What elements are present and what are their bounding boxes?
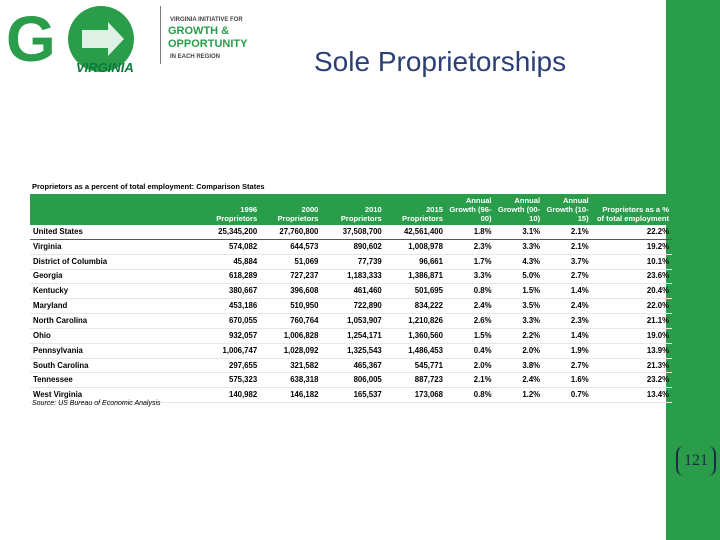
- cell-growth-10-15: 2.7%: [543, 358, 592, 373]
- cell-pct-employment: 22.2%: [592, 225, 672, 239]
- table-header-row: [30, 194, 672, 225]
- cell-2000: 321,582: [260, 358, 321, 373]
- cell-2015: 96,661: [385, 254, 446, 269]
- cell-2010: 806,005: [321, 373, 384, 388]
- table-row: [30, 269, 672, 284]
- logo-tagline-growth: GROWTH &: [168, 25, 230, 37]
- header-cell-1996: 1996 Proprietors: [195, 194, 260, 225]
- cell-growth-10-15: 2.1%: [543, 225, 592, 239]
- cell-name: Pennsylvania: [30, 343, 195, 358]
- proprietors-table: [30, 194, 672, 403]
- cell-2000: 146,182: [260, 388, 321, 403]
- cell-name: Georgia: [30, 269, 195, 284]
- table-row: [30, 373, 672, 388]
- cell-1996: 297,655: [195, 358, 260, 373]
- cell-name: North Carolina: [30, 314, 195, 329]
- cell-growth-10-15: 0.7%: [543, 388, 592, 403]
- cell-2000: 644,573: [260, 239, 321, 254]
- header-cell-name: [30, 194, 195, 225]
- header-cell-pct-employment: Proprietors as a % of total employment: [592, 194, 672, 225]
- cell-growth-10-15: 2.4%: [543, 299, 592, 314]
- cell-2000: 510,950: [260, 299, 321, 314]
- cell-growth-96-00: 1.7%: [446, 254, 495, 269]
- cell-name: Kentucky: [30, 284, 195, 299]
- cell-growth-96-00: 2.6%: [446, 314, 495, 329]
- cell-growth-96-00: 0.8%: [446, 388, 495, 403]
- cell-name: South Carolina: [30, 358, 195, 373]
- cell-pct-employment: 20.4%: [592, 284, 672, 299]
- cell-2010: 890,602: [321, 239, 384, 254]
- table-source-note: Source: US Bureau of Economic Analysis: [32, 400, 161, 407]
- header-cell-growth-10-15: Annual Growth (10-15): [543, 194, 592, 225]
- table-row: [30, 225, 672, 239]
- cell-pct-employment: 13.9%: [592, 343, 672, 358]
- header-cell-2000: 2000 Proprietors: [260, 194, 321, 225]
- cell-growth-00-10: 2.0%: [495, 343, 544, 358]
- cell-2015: 1,386,871: [385, 269, 446, 284]
- cell-growth-10-15: 2.1%: [543, 239, 592, 254]
- cell-growth-96-00: 3.3%: [446, 269, 495, 284]
- cell-2015: 834,222: [385, 299, 446, 314]
- cell-2010: 1,183,333: [321, 269, 384, 284]
- header-cell-growth-00-10: Annual Growth (00-10): [495, 194, 544, 225]
- go-virginia-logo: [0, 0, 300, 90]
- cell-pct-employment: 19.2%: [592, 239, 672, 254]
- cell-2000: 51,069: [260, 254, 321, 269]
- cell-name: United States: [30, 225, 195, 239]
- cell-name: West Virginia: [30, 388, 195, 403]
- cell-1996: 618,289: [195, 269, 260, 284]
- cell-growth-96-00: 0.4%: [446, 343, 495, 358]
- cell-2010: 37,508,700: [321, 225, 384, 239]
- cell-growth-00-10: 1.5%: [495, 284, 544, 299]
- cell-name: Maryland: [30, 299, 195, 314]
- cell-growth-00-10: 2.4%: [495, 373, 544, 388]
- cell-pct-employment: 23.2%: [592, 373, 672, 388]
- page-number: 121: [676, 446, 716, 476]
- logo-tagline-opportunity: OPPORTUNITY: [168, 38, 248, 50]
- cell-growth-10-15: 2.3%: [543, 314, 592, 329]
- cell-growth-00-10: 3.1%: [495, 225, 544, 239]
- cell-growth-00-10: 4.3%: [495, 254, 544, 269]
- cell-2000: 638,318: [260, 373, 321, 388]
- cell-growth-96-00: 2.1%: [446, 373, 495, 388]
- table-row: [30, 314, 672, 329]
- cell-2015: 1,486,453: [385, 343, 446, 358]
- cell-growth-10-15: 2.7%: [543, 269, 592, 284]
- cell-growth-00-10: 2.2%: [495, 328, 544, 343]
- proprietors-table-image: [30, 182, 672, 412]
- cell-growth-10-15: 1.4%: [543, 328, 592, 343]
- table-row: [30, 328, 672, 343]
- cell-2015: 887,723: [385, 373, 446, 388]
- header-cell-2010: 2010 Proprietors: [321, 194, 384, 225]
- cell-growth-96-00: 1.5%: [446, 328, 495, 343]
- cell-growth-10-15: 3.7%: [543, 254, 592, 269]
- cell-growth-10-15: 1.9%: [543, 343, 592, 358]
- cell-growth-00-10: 5.0%: [495, 269, 544, 284]
- cell-growth-00-10: 3.8%: [495, 358, 544, 373]
- cell-2010: 465,367: [321, 358, 384, 373]
- cell-name: Virginia: [30, 239, 195, 254]
- cell-pct-employment: 21.3%: [592, 358, 672, 373]
- cell-1996: 670,055: [195, 314, 260, 329]
- table-row: [30, 358, 672, 373]
- table-row: [30, 343, 672, 358]
- cell-2010: 1,254,171: [321, 328, 384, 343]
- cell-1996: 1,006,747: [195, 343, 260, 358]
- cell-growth-96-00: 2.3%: [446, 239, 495, 254]
- table-caption: Proprietors as a percent of total employment: Comparison States: [32, 182, 265, 191]
- cell-1996: 575,323: [195, 373, 260, 388]
- cell-name: Tennessee: [30, 373, 195, 388]
- cell-growth-96-00: 2.4%: [446, 299, 495, 314]
- cell-growth-96-00: 1.8%: [446, 225, 495, 239]
- cell-1996: 574,082: [195, 239, 260, 254]
- cell-1996: 932,057: [195, 328, 260, 343]
- header-cell-2015: 2015 Proprietors: [385, 194, 446, 225]
- cell-2015: 173,068: [385, 388, 446, 403]
- table-row: [30, 239, 672, 254]
- logo-tagline-region: IN EACH REGION: [170, 54, 221, 60]
- cell-pct-employment: 13.4%: [592, 388, 672, 403]
- cell-name: District of Columbia: [30, 254, 195, 269]
- cell-growth-00-10: 1.2%: [495, 388, 544, 403]
- cell-pct-employment: 21.1%: [592, 314, 672, 329]
- cell-2000: 1,028,092: [260, 343, 321, 358]
- header-cell-growth-96-00: Annual Growth (96-00): [446, 194, 495, 225]
- cell-2010: 1,053,907: [321, 314, 384, 329]
- cell-pct-employment: 23.6%: [592, 269, 672, 284]
- cell-growth-00-10: 3.3%: [495, 239, 544, 254]
- logo-g-letter: G: [6, 3, 52, 75]
- cell-2015: 501,695: [385, 284, 446, 299]
- cell-1996: 25,345,200: [195, 225, 260, 239]
- cell-growth-10-15: 1.4%: [543, 284, 592, 299]
- cell-2015: 1,008,978: [385, 239, 446, 254]
- logo-divider: [160, 6, 161, 64]
- cell-2010: 1,325,543: [321, 343, 384, 358]
- cell-name: Ohio: [30, 328, 195, 343]
- cell-2000: 396,608: [260, 284, 321, 299]
- cell-1996: 140,982: [195, 388, 260, 403]
- cell-2000: 27,760,800: [260, 225, 321, 239]
- cell-1996: 45,884: [195, 254, 260, 269]
- cell-2015: 1,360,560: [385, 328, 446, 343]
- logo-virginia-text: VIRGINIA: [76, 60, 134, 75]
- cell-2000: 760,764: [260, 314, 321, 329]
- cell-pct-employment: 19.0%: [592, 328, 672, 343]
- cell-2015: 42,561,400: [385, 225, 446, 239]
- cell-2010: 722,890: [321, 299, 384, 314]
- cell-2015: 1,210,826: [385, 314, 446, 329]
- cell-2010: 165,537: [321, 388, 384, 403]
- table-row: [30, 299, 672, 314]
- cell-pct-employment: 10.1%: [592, 254, 672, 269]
- page-title: Sole Proprietorships: [314, 46, 567, 77]
- cell-2000: 1,006,828: [260, 328, 321, 343]
- cell-growth-96-00: 0.8%: [446, 284, 495, 299]
- cell-1996: 380,667: [195, 284, 260, 299]
- logo-tagline-top: VIRGINIA INITIATIVE FOR: [170, 17, 243, 23]
- cell-2015: 545,771: [385, 358, 446, 373]
- cell-pct-employment: 22.0%: [592, 299, 672, 314]
- cell-1996: 453,186: [195, 299, 260, 314]
- table-row: [30, 254, 672, 269]
- cell-2010: 77,739: [321, 254, 384, 269]
- cell-growth-96-00: 2.0%: [446, 358, 495, 373]
- cell-growth-00-10: 3.3%: [495, 314, 544, 329]
- cell-2000: 727,237: [260, 269, 321, 284]
- cell-growth-00-10: 3.5%: [495, 299, 544, 314]
- cell-growth-10-15: 1.6%: [543, 373, 592, 388]
- cell-2010: 461,460: [321, 284, 384, 299]
- table-row: [30, 284, 672, 299]
